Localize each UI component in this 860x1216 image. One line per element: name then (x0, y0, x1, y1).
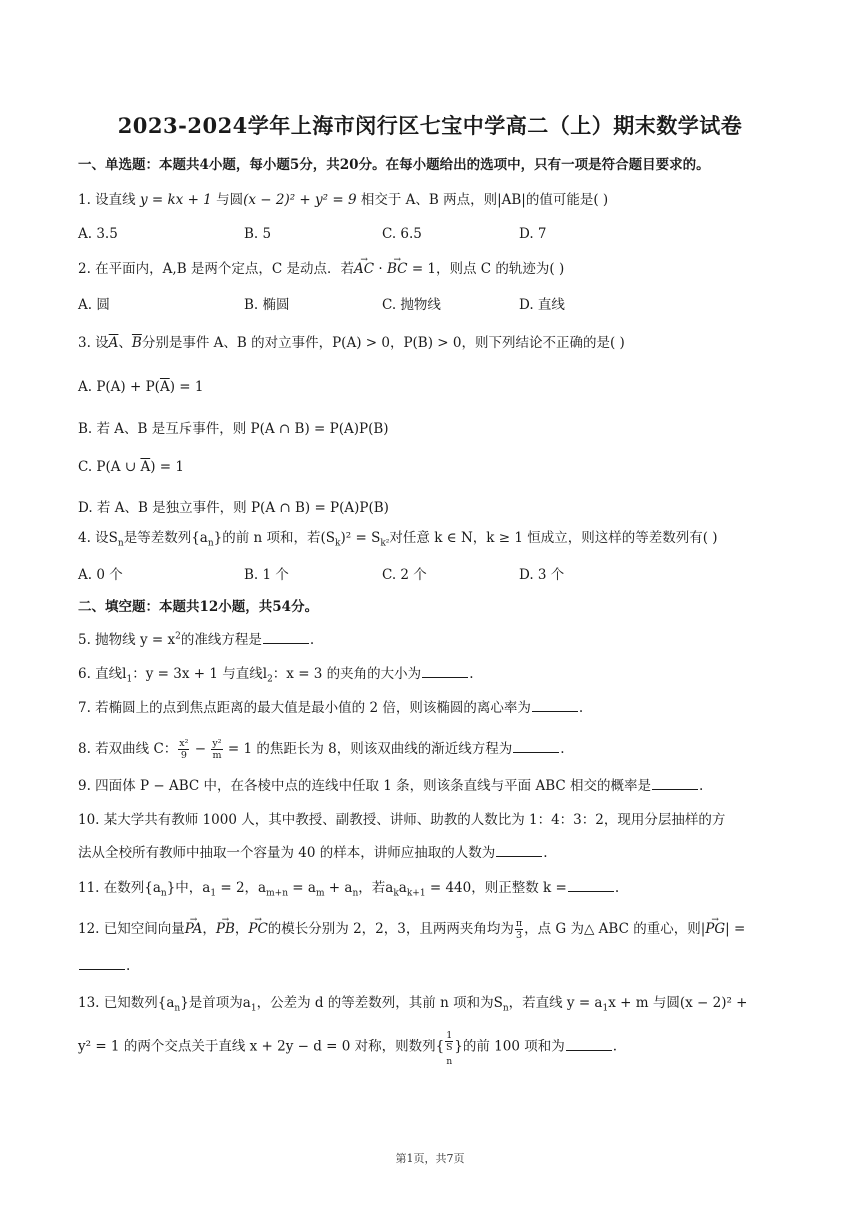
question-13-line-1: 13. 已知数列$\{a_n\}$是首项为$a_1$，公差为 d 的等差数列，其前 n 项和为$S_n$，若直线 $y = a_1x + m$ 与圆(x − 2)² + (78, 995, 748, 1014)
answer-blank (513, 740, 559, 753)
question-12: 12. 已知空间向量→ PA，→ PB，→ PC的模长分别为 2，2，3，且两两夹角均为 $\frac{\pi}{3}$ ，点 G 为△ ABC 的重心，则|→ PG| = (78, 918, 788, 941)
answer-blank (532, 699, 578, 712)
q3-option-b: B. 若 A、B 是互斥事件，则 P(A ∩ B) = P(A)P(B) (78, 421, 389, 437)
fraction: $\frac{\text{y²}}{m}$ (212, 738, 222, 761)
answer-blank (652, 777, 698, 790)
answer-blank (79, 957, 125, 970)
fraction: $\frac{\pi}{3}$ (515, 918, 523, 941)
q1-option-c: C. 6.5 (382, 226, 422, 242)
question-7: 7. 若椭圆上的点到焦点距离的最大值是最小值的 2 倍，则该椭圆的离心率为 . (78, 700, 584, 716)
section-heading-fill-blank: 二、填空题：本题共12小题，共54分。 (78, 599, 319, 615)
question-4: 4. 设$S_n$是等差数列$\{a_n\}$的前 n 项和，若$(S_k)^2 = S_{k^2}$对任意 k ∈ N，k ≥ 1 恒成立，则这样的等差数列有( ) (78, 530, 718, 549)
answer-blank (422, 665, 468, 678)
q1-option-a: A. 3.5 (78, 226, 118, 242)
fraction: $\frac{\text{x²}}{9}$ (179, 738, 189, 761)
question-2: 2. 在平面内，A,B 是两个定点，C 是动点．若→ AC · → BC = 1，则点 C 的轨迹为( ) (78, 259, 788, 279)
question-10-line-2: 法从全校所有教师中抽取一个容量为 40 的样本，讲师应抽取的人数为 . (78, 845, 548, 861)
q2-option-b: B. 椭圆 (244, 297, 290, 313)
question-10-line-1: 10. 某大学共有教师 1000 人，其中教授、副教授、讲师、助教的人数比为 1：4：3：2，现用分层抽样的方 (78, 812, 726, 828)
q3-option-a: A. $P(A) + P(\overline{A}) = 1$ (78, 379, 204, 395)
question-12-blank-line: . (78, 956, 788, 976)
question-8: 8. 若双曲线 C： $\frac{\text{x²}}{9}$ − $\frac{\text{y²}}{m}$ = 1 的焦距长为 8，则该双曲线的渐近线方程为 . (78, 738, 565, 761)
question-9: 9. 四面体 P − ABC 中，在各棱中点的连线中任取 1 条，则该条直线与平面 ABC 相交的概率是 . (78, 778, 704, 794)
page-title: 2023-2024学年上海市闵行区七宝中学高二（上）期末数学试卷 (117, 113, 743, 138)
question-5: 5. 抛物线 $y = x^2$的准线方程是 . (78, 631, 315, 648)
q2-option-d: D. 直线 (519, 297, 565, 313)
q1-option-d: D. 7 (519, 226, 547, 242)
q4-option-c: C. 2 个 (382, 567, 427, 583)
q2-option-a: A. 圆 (78, 297, 110, 313)
question-3: 3. 设$\overline{A}$、$\overline{B}$分别是事件 A、B 的对立事件，P(A) > 0，P(B) > 0，则下列结论不正确的是( ) (78, 335, 625, 351)
answer-blank (566, 1038, 612, 1051)
q3-option-c: C. P(A ∪ $\overline{A}) = 1$ (78, 459, 184, 475)
q1-option-b: B. 5 (244, 226, 272, 242)
q4-option-b: B. 1 个 (244, 567, 289, 583)
question-1: 1. 设直线 y = kx + 1 与圆(x − 2)² + y² = 9 相交于 A、B 两点，则|AB|的值可能是( ) (78, 192, 609, 208)
q4-option-d: D. 3 个 (519, 567, 565, 583)
answer-blank (568, 879, 614, 892)
question-11: 11. 在数列$\{a_n\}$中，$a_1 = 2$，$a_{m+n} = a_m + a_n$，若$a_ka_{k+1} = 440$，则正整数 k = . (78, 880, 620, 899)
fraction: 1 S $_n$ (446, 1030, 453, 1067)
page-footer: 第1页，共7页 (395, 1152, 465, 1165)
question-13-line-2: y² = 1 的两个交点关于直线 x + 2y − d = 0 对称，则数列{ 1 S $_n$ }的前 100 项和为 . (78, 1030, 618, 1067)
answer-blank (496, 844, 542, 857)
answer-blank (263, 631, 309, 644)
q2-option-c: C. 抛物线 (382, 297, 441, 313)
q4-option-a: A. 0 个 (78, 567, 123, 583)
section-heading-single-choice: 一、单选题：本题共4小题，每小题5分，共20分。在每小题给出的选项中，只有一项是符合题目要求的。 (78, 157, 710, 173)
question-6: 6. 直线$l_1$：y = 3x + 1 与直线$l_2$：x = 3 的夹角的大小为 . (78, 666, 474, 685)
q3-option-d: D. 若 A、B 是独立事件，则 P(A ∩ B) = P(A)P(B) (78, 500, 389, 516)
